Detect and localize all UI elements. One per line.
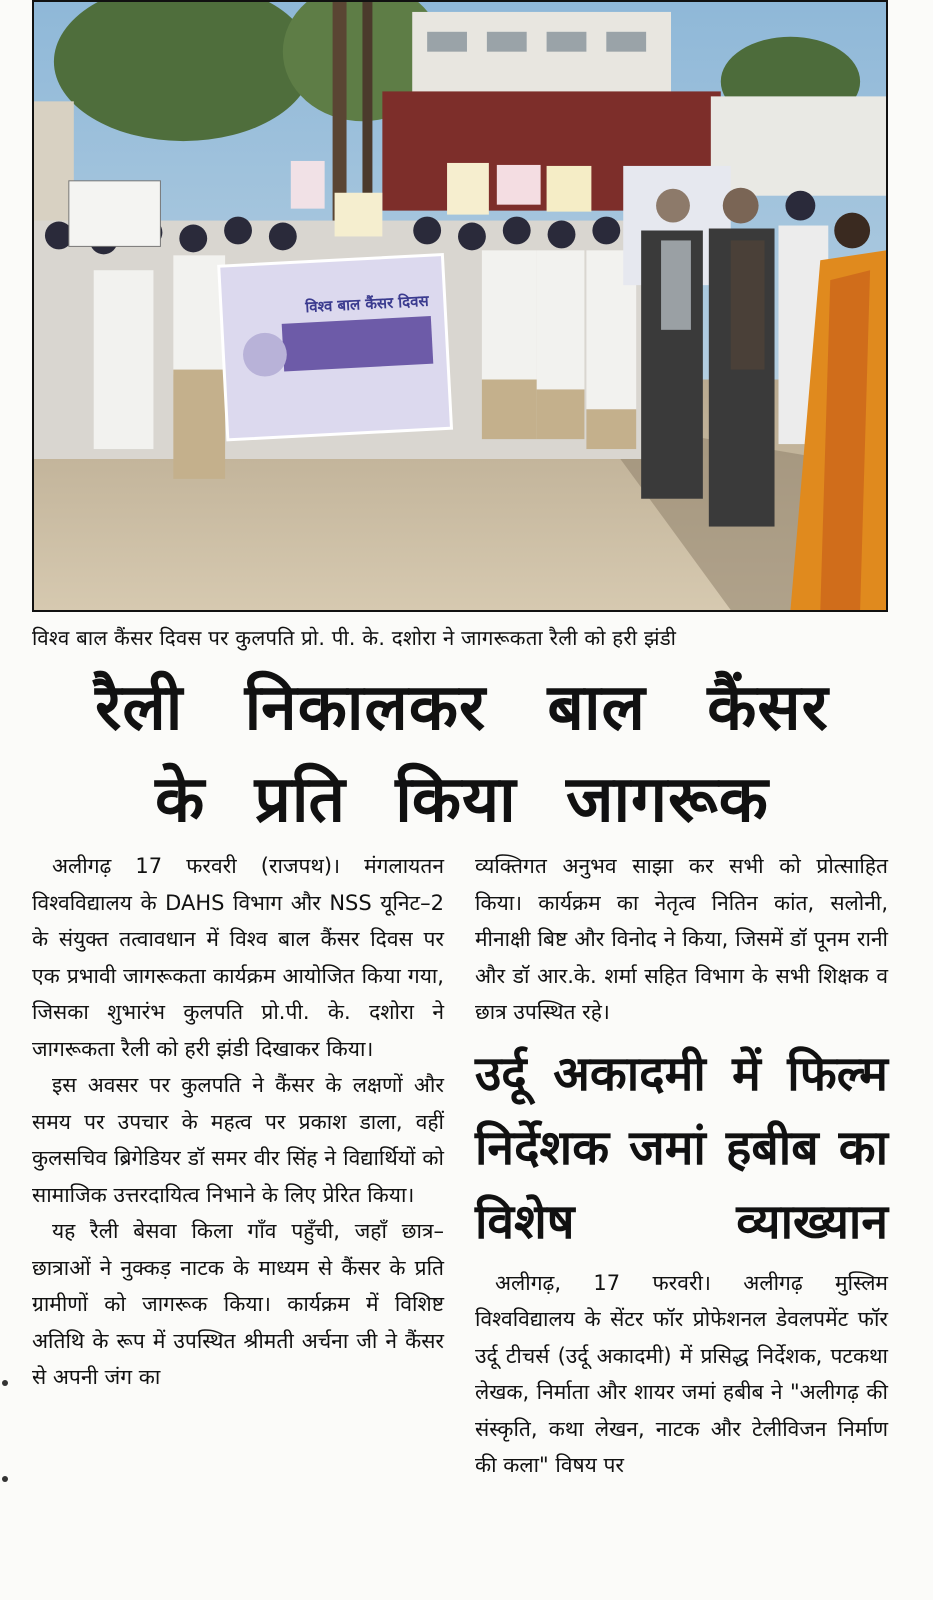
article1-paragraph-2: इस अवसर पर कुलपति ने कैंसर के लक्षणों और समय पर उपचार के महत्व पर प्रकाश डाला, वहीं कुलसचिव ब्रिगेडियर डॉ समर वीर सिंह ने विद्यार्थियों को सामाजिक उत्तरदायित्व निभाने के लिए प्रेरित किया। [32,1073,444,1207]
headline-line-1: रैली निकालकर बाल कैंसर [95,671,829,745]
article1-paragraph-3: यह रैली बेसवा किला गाँव पहुँची, जहाँ छात्र–छात्राओं ने नुक्कड़ नाटक के माध्यम से कैंसर के प्रति ग्रामीणों को जागरूक किया। कार्यक्रम में विशिष्ट अतिथि के रूप में उपस्थित श्रीमती अर्चना जी ने कैंसर से अपनी जंग का [32,1219,444,1389]
main-headline [32,662,892,846]
photo-caption: विश्व बाल कैंसर दिवस पर कुलपति प्रो. पी. के. दशोरा ने जागरूकता रैली को हरी झंडी [32,626,677,650]
article1-paragraph-1: अलीगढ़ 17 फरवरी (राजपथ)। मंगलायतन विश्वविद्यालय के DAHS विभाग और NSS यूनिट–2 के संयुक्त तत्वावधान में विश्व बाल कैंसर दिवस पर एक प्रभावी जागरूकता कार्यक्रम आयोजित किया गया, जिसका शुभारंभ कुलपति प्रो.पी. के. दशोरा ने जागरूकता रैली को हरी झंडी दिखाकर किया। [32,854,444,1061]
article-column-left [32,848,444,1396]
article-column-right [475,848,888,1484]
news-photo [32,0,888,612]
rally-photo-illustration [34,2,886,610]
margin-mark [2,1476,8,1482]
article2-headline: उर्दू अकादमी में फिल्म निर्देशक जमां हबीब का विशेष व्याख्यान [475,1045,888,1250]
article1-paragraph-4: व्यक्तिगत अनुभव साझा कर सभी को प्रोत्साहित किया। कार्यक्रम का नेतृत्व नितिन कांत, सलोनी, मीनाक्षी बिष्ट और विनोद ने किया, जिसमें डॉ पूनम रानी और डॉ आर.के. शर्मा सहित विभाग के सभी शिक्षक व छात्र उपस्थित रहे। [475,854,888,1024]
article2-paragraph-1: अलीगढ़, 17 फरवरी। अलीगढ़ मुस्लिम विश्वविद्यालय के सेंटर फॉर प्रोफेशनल डेवलपमेंट फॉर उर्दू टीचर्स (उर्दू अकादमी) में प्रसिद्ध निर्देशक, पटकथा लेखक, निर्माता और शायर जमां हबीब ने "अलीगढ़ की संस्कृति, कथा लेखन, नाटक और टेलीविजन निर्माण की कला" विषय पर [475,1270,888,1477]
banner-text: विश्व बाल कैंसर दिवस [304,291,430,317]
margin-mark [2,1380,8,1386]
headline-line-2: के प्रति किया जागरूक [155,763,769,837]
